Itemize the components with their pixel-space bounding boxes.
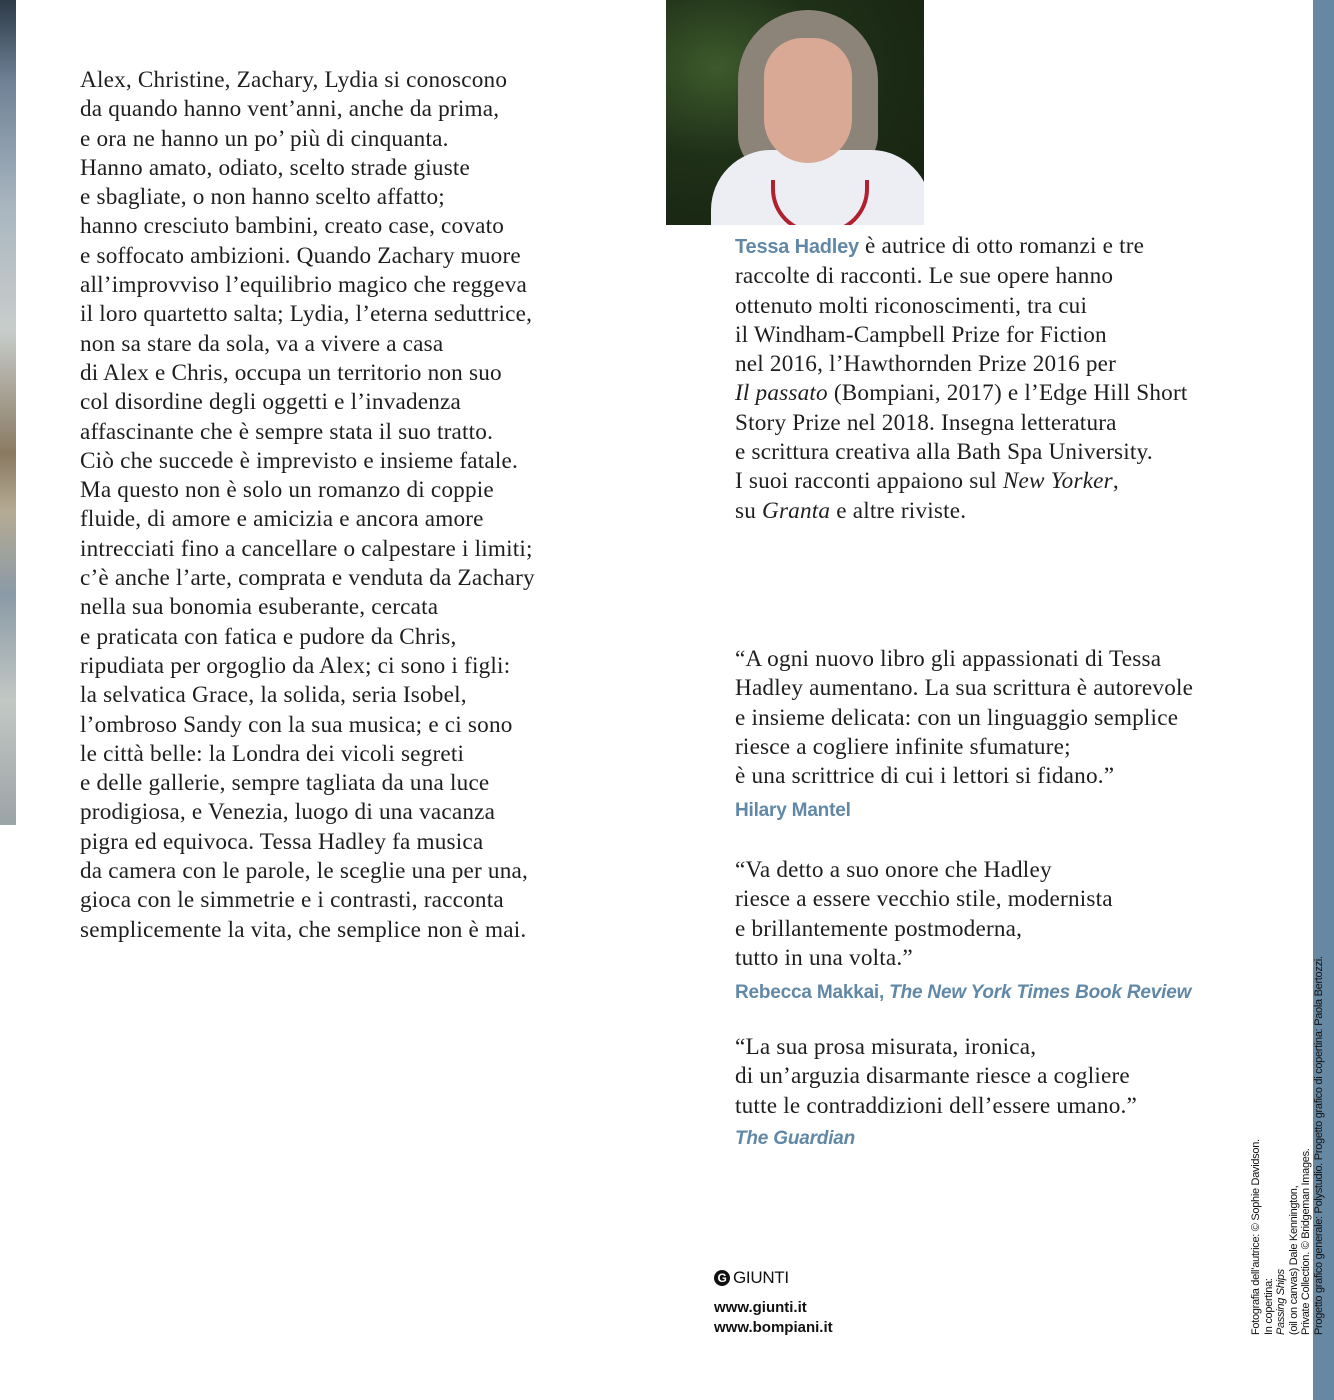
synopsis-line: e soffocato ambizioni. Quando Zachary muore: [80, 242, 521, 269]
quote-source: The Guardian: [735, 1127, 856, 1149]
publisher-logo: [714, 1268, 833, 1288]
quote-line: riesce a essere vecchio stile, modernista: [735, 886, 1113, 913]
credit-line: [1263, 956, 1301, 1335]
credit-line: Fotografia dell’autrice: © Sophie Davidson.: [1250, 1139, 1262, 1335]
synopsis-line: intrecciati fino a cancellare o calpestare i limiti;: [80, 535, 533, 562]
quote-line: riesce a cogliere infinite sfumature;: [735, 733, 1071, 760]
bio-text: I suoi racconti appaiono sul: [735, 468, 1003, 495]
bio-line: [735, 497, 1255, 526]
review-quote: [735, 645, 1255, 826]
synopsis-line: semplicemente la vita, che semplice non è mai.: [80, 916, 527, 943]
quote-line: e brillantemente postmoderna,: [735, 915, 1023, 942]
quote-author: Hilary Mantel: [735, 800, 851, 822]
author-name: Tessa Hadley: [735, 236, 859, 258]
magazine-title: New Yorker: [1002, 468, 1113, 495]
synopsis-line: le città belle: la Londra dei vicoli segreti: [80, 740, 465, 767]
synopsis-line: e ora ne hanno un po’ più di cinquanta.: [80, 125, 449, 152]
synopsis-line: ripudiata per orgoglio da Alex; ci sono i figli:: [80, 652, 511, 679]
publisher-name: GIUNTI: [733, 1268, 789, 1287]
synopsis-line: Alex, Christine, Zachary, Lydia si conoscono: [80, 67, 508, 93]
quote-author: Rebecca Makkai,: [735, 982, 890, 1004]
synopsis-line: l’ombroso Sandy con la sua musica; e ci sono: [80, 711, 513, 738]
synopsis-line: nella sua bonomia esuberante, cercata: [80, 594, 439, 621]
quote-attribution: [735, 1124, 1255, 1153]
bio-line: e scrittura creativa alla Bath Spa University.: [735, 439, 1153, 466]
giunti-logo-icon: G: [714, 1270, 730, 1286]
synopsis-line: non sa stare da sola, va a vivere a casa: [80, 330, 444, 357]
bio-line: nel 2016, l’Hawthornden Prize 2016 per: [735, 351, 1117, 378]
credit-text: In copertina:: [1262, 1278, 1275, 1335]
image-credits: [1250, 956, 1325, 1335]
synopsis-line: all’improvviso l’equilibrio magico che reggeva: [80, 272, 528, 299]
review-quote: [735, 856, 1255, 1007]
credit-line: Progetto grafico generale: Polystudio. Progetto grafico di copertina: Paola Bertozzi.: [1312, 956, 1325, 1335]
credit-line: Private Collection. © Bridgeman Images.: [1300, 1148, 1312, 1335]
giunti-website-link[interactable]: www.giunti.it: [714, 1299, 807, 1316]
bio-line: [735, 467, 1255, 496]
quote-line: “Va detto a suo onore che Hadley: [735, 857, 1052, 883]
publisher-block: [714, 1268, 833, 1338]
bio-line: ottenuto molti riconoscimenti, tra cui: [735, 292, 1088, 319]
bio-text: (Bompiani, 2017) e l’Edge Hill Short: [827, 380, 1188, 407]
photo-face-shape: [764, 38, 852, 163]
author-bio: [735, 232, 1255, 526]
quote-attribution: [735, 978, 1255, 1007]
bio-line: raccolte di racconti. Le sue opere hanno: [735, 263, 1114, 290]
quote-source: The New York Times Book Review: [889, 982, 1192, 1004]
quote-line: tutte le contraddizioni dell’essere umano.”: [735, 1092, 1137, 1119]
bio-text: ,: [1112, 468, 1119, 495]
bio-line: [735, 232, 1255, 262]
magazine-title: Granta: [762, 497, 831, 524]
quote-attribution: [735, 796, 1255, 825]
bompiani-website-link[interactable]: www.bompiani.it: [714, 1319, 833, 1336]
review-quote: [735, 1033, 1255, 1153]
synopsis-line: la selvatica Grace, la solida, seria Isobel,: [80, 682, 467, 709]
synopsis-line: da quando hanno vent’anni, anche da prima,: [80, 96, 500, 123]
bio-line: il Windham-Campbell Prize for Fiction: [735, 321, 1107, 348]
quote-line: “La sua prosa misurata, ironica,: [735, 1034, 1037, 1060]
bio-text: è autrice di otto romanzi e tre: [858, 233, 1145, 259]
photo-necklace-shape: [771, 180, 869, 225]
synopsis-line: fluide, di amore e amicizia e ancora amore: [80, 506, 484, 533]
synopsis-line: affascinante che è sempre stata il suo tratto.: [80, 418, 494, 445]
bio-line: [735, 379, 1255, 408]
bio-line: Story Prize nel 2018. Insegna letteratura: [735, 409, 1117, 436]
synopsis-line: prodigiosa, e Venezia, luogo di una vacanza: [80, 799, 496, 826]
synopsis-line: di Alex e Chris, occupa un territorio non suo: [80, 359, 502, 386]
synopsis-line: da camera con le parole, le sceglie una per una,: [80, 858, 528, 885]
synopsis-line: Hanno amato, odiato, scelto strade giuste: [80, 154, 471, 181]
cover-painting-edge: [0, 0, 16, 825]
author-photo: [666, 0, 924, 225]
synopsis-line: hanno cresciuto bambini, creato case, covato: [80, 213, 505, 240]
quote-line: “A ogni nuovo libro gli appassionati di Tessa: [735, 646, 1162, 672]
synopsis-line: e praticata con fatica e pudore da Chris,: [80, 623, 457, 650]
bio-text: e altre riviste.: [830, 497, 967, 524]
synopsis-line: gioca con le simmetrie e i contrasti, racconta: [80, 887, 504, 914]
synopsis-text: [80, 66, 600, 945]
quote-line: di un’arguzia disarmante riesce a cogliere: [735, 1063, 1130, 1090]
credit-text: (oil on canvas) Dale Kennington,: [1287, 1185, 1300, 1335]
synopsis-line: e delle gallerie, sempre tagliata da una luce: [80, 770, 490, 797]
quote-line: è una scrittrice di cui i lettori si fidano.”: [735, 763, 1115, 790]
bio-text: su: [735, 497, 763, 524]
synopsis-line: pigra ed equivoca. Tessa Hadley fa musica: [80, 828, 484, 855]
quote-line: e insieme delicata: con un linguaggio semplice: [735, 704, 1179, 731]
book-title: Il passato: [735, 380, 828, 407]
synopsis-line: e sbagliate, o non hanno scelto affatto;: [80, 184, 445, 211]
quote-line: tutto in una volta.”: [735, 944, 913, 971]
synopsis-line: il loro quartetto salta; Lydia, l’eterna seduttrice,: [80, 301, 533, 328]
synopsis-line: Ma questo non è solo un romanzo di coppie: [80, 477, 494, 504]
synopsis-line: Ciò che succede è imprevisto e insieme fatale.: [80, 447, 518, 474]
painting-title: Passing Ships: [1275, 1269, 1287, 1335]
synopsis-line: c’è anche l’arte, comprata e venduta da Zachary: [80, 565, 535, 592]
quote-line: Hadley aumentano. La sua scrittura è autorevole: [735, 675, 1194, 702]
synopsis-line: col disordine degli oggetti e l’invadenza: [80, 389, 462, 416]
